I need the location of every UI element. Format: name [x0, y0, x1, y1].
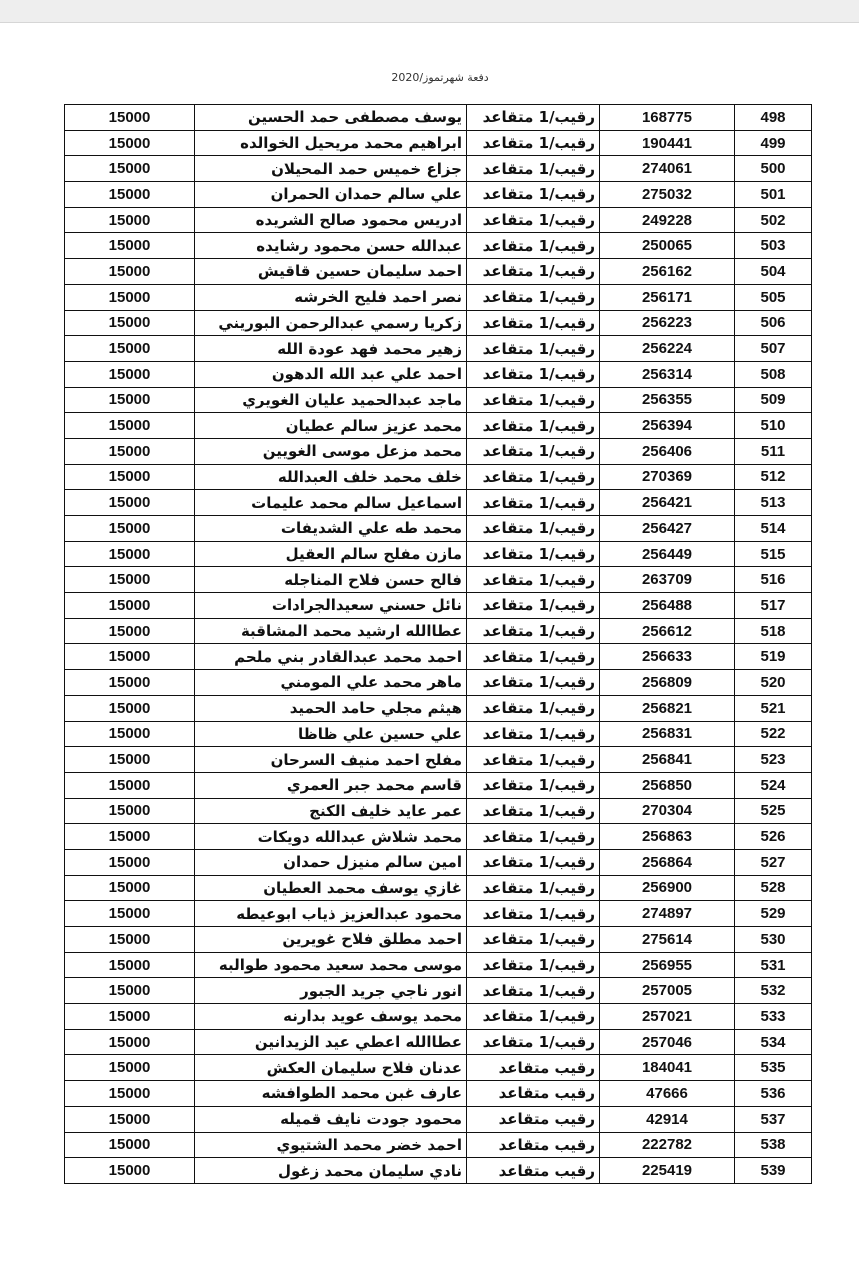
- person-name-cell: احمد مطلق فلاح غويرين: [195, 927, 467, 953]
- amount-cell: 15000: [65, 849, 195, 875]
- sequence-cell: 515: [735, 541, 812, 567]
- person-name-cell: زكريا رسمي عبدالرحمن البوريني: [195, 310, 467, 336]
- sequence-cell: 526: [735, 824, 812, 850]
- military-number-cell: 256406: [600, 438, 735, 464]
- military-number-cell: 256223: [600, 310, 735, 336]
- military-number-cell: 256850: [600, 772, 735, 798]
- person-name-cell: نادي سليمان محمد زغول: [195, 1158, 467, 1184]
- amount-cell: 15000: [65, 593, 195, 619]
- table-row: [65, 618, 812, 644]
- rank-cell: رقيب/1 متقاعد: [467, 464, 600, 490]
- sequence-cell: 498: [735, 105, 812, 131]
- sequence-cell: 502: [735, 207, 812, 233]
- table-row: [65, 1081, 812, 1107]
- military-number-cell: 47666: [600, 1081, 735, 1107]
- person-name-cell: محمد يوسف عويد بدارنه: [195, 1004, 467, 1030]
- amount-cell: 15000: [65, 695, 195, 721]
- sequence-cell: 521: [735, 695, 812, 721]
- person-name-cell: محمود عبدالعزيز ذياب ابوعيطه: [195, 901, 467, 927]
- table-row: [65, 105, 812, 131]
- table-row: [65, 849, 812, 875]
- person-name-cell: جزاع خميس حمد المحيلان: [195, 156, 467, 182]
- amount-cell: 15000: [65, 1132, 195, 1158]
- sequence-cell: 535: [735, 1055, 812, 1081]
- table-row: [65, 1055, 812, 1081]
- amount-cell: 15000: [65, 336, 195, 362]
- person-name-cell: محمد شلاش عبدالله دويكات: [195, 824, 467, 850]
- rank-cell: رقيب/1 متقاعد: [467, 772, 600, 798]
- military-number-cell: 256821: [600, 695, 735, 721]
- sequence-cell: 522: [735, 721, 812, 747]
- rank-cell: رقيب/1 متقاعد: [467, 1004, 600, 1030]
- amount-cell: 15000: [65, 772, 195, 798]
- sequence-cell: 516: [735, 567, 812, 593]
- military-number-cell: 190441: [600, 130, 735, 156]
- military-number-cell: 257021: [600, 1004, 735, 1030]
- table-row: [65, 644, 812, 670]
- military-number-cell: 274061: [600, 156, 735, 182]
- person-name-cell: خلف محمد خلف العبدالله: [195, 464, 467, 490]
- sequence-cell: 520: [735, 670, 812, 696]
- sequence-cell: 508: [735, 361, 812, 387]
- amount-cell: 15000: [65, 284, 195, 310]
- rank-cell: رقيب متقاعد: [467, 1158, 600, 1184]
- rank-cell: رقيب/1 متقاعد: [467, 207, 600, 233]
- rank-cell: رقيب/1 متقاعد: [467, 516, 600, 542]
- rank-cell: رقيب/1 متقاعد: [467, 438, 600, 464]
- amount-cell: 15000: [65, 156, 195, 182]
- amount-cell: 15000: [65, 207, 195, 233]
- sequence-cell: 533: [735, 1004, 812, 1030]
- table-row: [65, 490, 812, 516]
- table-row: [65, 1029, 812, 1055]
- table-row: [65, 772, 812, 798]
- table-row: [65, 978, 812, 1004]
- table-row: [65, 336, 812, 362]
- military-number-cell: 274897: [600, 901, 735, 927]
- military-number-cell: 256224: [600, 336, 735, 362]
- rank-cell: رقيب/1 متقاعد: [467, 849, 600, 875]
- amount-cell: 15000: [65, 901, 195, 927]
- amount-cell: 15000: [65, 978, 195, 1004]
- table-row: [65, 927, 812, 953]
- military-number-cell: 256394: [600, 413, 735, 439]
- military-number-cell: 256449: [600, 541, 735, 567]
- sequence-cell: 513: [735, 490, 812, 516]
- rank-cell: رقيب/1 متقاعد: [467, 644, 600, 670]
- amount-cell: 15000: [65, 361, 195, 387]
- rank-cell: رقيب/1 متقاعد: [467, 798, 600, 824]
- amount-cell: 15000: [65, 952, 195, 978]
- sequence-cell: 519: [735, 644, 812, 670]
- amount-cell: 15000: [65, 490, 195, 516]
- rank-cell: رقيب متقاعد: [467, 1106, 600, 1132]
- person-name-cell: نائل حسني سعيدالجرادات: [195, 593, 467, 619]
- sequence-cell: 532: [735, 978, 812, 1004]
- table-row: [65, 541, 812, 567]
- person-name-cell: عبدالله حسن محمود رشايده: [195, 233, 467, 259]
- military-number-cell: 256421: [600, 490, 735, 516]
- table-row: [65, 1004, 812, 1030]
- rank-cell: رقيب/1 متقاعد: [467, 567, 600, 593]
- sequence-cell: 528: [735, 875, 812, 901]
- person-name-cell: علي سالم حمدان الحمران: [195, 182, 467, 208]
- amount-cell: 15000: [65, 644, 195, 670]
- person-name-cell: ادريس محمود صالح الشريده: [195, 207, 467, 233]
- table-row: [65, 567, 812, 593]
- amount-cell: 15000: [65, 1106, 195, 1132]
- table-row: [65, 695, 812, 721]
- rank-cell: رقيب/1 متقاعد: [467, 361, 600, 387]
- person-name-cell: موسى محمد سعيد محمود طوالبه: [195, 952, 467, 978]
- military-number-cell: 256488: [600, 593, 735, 619]
- table-row: [65, 875, 812, 901]
- rank-cell: رقيب/1 متقاعد: [467, 490, 600, 516]
- person-name-cell: محمد عزيز سالم عطيان: [195, 413, 467, 439]
- person-name-cell: ابراهيم محمد مريحيل الخوالده: [195, 130, 467, 156]
- amount-cell: 15000: [65, 567, 195, 593]
- amount-cell: 15000: [65, 1158, 195, 1184]
- amount-cell: 15000: [65, 464, 195, 490]
- rank-cell: رقيب/1 متقاعد: [467, 541, 600, 567]
- table-row: [65, 747, 812, 773]
- table-row: [65, 670, 812, 696]
- sequence-cell: 514: [735, 516, 812, 542]
- sequence-cell: 501: [735, 182, 812, 208]
- military-number-cell: 270304: [600, 798, 735, 824]
- rank-cell: رقيب/1 متقاعد: [467, 593, 600, 619]
- table-row: [65, 233, 812, 259]
- sequence-cell: 506: [735, 310, 812, 336]
- amount-cell: 15000: [65, 233, 195, 259]
- military-number-cell: 256612: [600, 618, 735, 644]
- table-row: [65, 593, 812, 619]
- rank-cell: رقيب/1 متقاعد: [467, 695, 600, 721]
- amount-cell: 15000: [65, 130, 195, 156]
- person-name-cell: يوسف مصطفى حمد الحسين: [195, 105, 467, 131]
- table-row: [65, 259, 812, 285]
- table-row: [65, 387, 812, 413]
- table-row: [65, 438, 812, 464]
- amount-cell: 15000: [65, 182, 195, 208]
- sequence-cell: 505: [735, 284, 812, 310]
- person-name-cell: مفلح احمد منيف السرحان: [195, 747, 467, 773]
- person-name-cell: غازي يوسف محمد العطيان: [195, 875, 467, 901]
- person-name-cell: احمد محمد عبدالقادر بني ملحم: [195, 644, 467, 670]
- amount-cell: 15000: [65, 387, 195, 413]
- rank-cell: رقيب/1 متقاعد: [467, 875, 600, 901]
- amount-cell: 15000: [65, 824, 195, 850]
- sequence-cell: 509: [735, 387, 812, 413]
- person-name-cell: قاسم محمد جبر العمري: [195, 772, 467, 798]
- table-row: [65, 824, 812, 850]
- rank-cell: رقيب/1 متقاعد: [467, 105, 600, 131]
- person-name-cell: زهير محمد فهد عودة الله: [195, 336, 467, 362]
- military-number-cell: 256900: [600, 875, 735, 901]
- person-name-cell: محمود جودت نايف قميله: [195, 1106, 467, 1132]
- person-name-cell: عطاالله ارشيد محمد المشاقبة: [195, 618, 467, 644]
- sequence-cell: 507: [735, 336, 812, 362]
- military-number-cell: 256863: [600, 824, 735, 850]
- military-number-cell: 256809: [600, 670, 735, 696]
- top-toolbar-strip: [0, 0, 859, 23]
- amount-cell: 15000: [65, 413, 195, 439]
- person-name-cell: اسماعيل سالم محمد عليمات: [195, 490, 467, 516]
- amount-cell: 15000: [65, 927, 195, 953]
- sequence-cell: 524: [735, 772, 812, 798]
- military-number-cell: 256831: [600, 721, 735, 747]
- person-name-cell: ماهر محمد علي المومني: [195, 670, 467, 696]
- sequence-cell: 523: [735, 747, 812, 773]
- military-number-cell: 222782: [600, 1132, 735, 1158]
- sequence-cell: 534: [735, 1029, 812, 1055]
- table-row: [65, 1132, 812, 1158]
- rank-cell: رقيب متقاعد: [467, 1055, 600, 1081]
- table-row: [65, 798, 812, 824]
- table-row: [65, 413, 812, 439]
- table-row: [65, 156, 812, 182]
- amount-cell: 15000: [65, 541, 195, 567]
- table-row: [65, 952, 812, 978]
- amount-cell: 15000: [65, 721, 195, 747]
- table-row: [65, 901, 812, 927]
- table-row: [65, 182, 812, 208]
- table-row: [65, 721, 812, 747]
- military-number-cell: 270369: [600, 464, 735, 490]
- amount-cell: 15000: [65, 1055, 195, 1081]
- rank-cell: رقيب/1 متقاعد: [467, 927, 600, 953]
- rank-cell: رقيب/1 متقاعد: [467, 284, 600, 310]
- person-name-cell: محمد مزعل موسى الغويين: [195, 438, 467, 464]
- person-name-cell: نصر احمد فليح الخرشه: [195, 284, 467, 310]
- person-name-cell: فالح حسن فلاح المناجله: [195, 567, 467, 593]
- rank-cell: رقيب/1 متقاعد: [467, 130, 600, 156]
- amount-cell: 15000: [65, 798, 195, 824]
- amount-cell: 15000: [65, 310, 195, 336]
- sequence-cell: 512: [735, 464, 812, 490]
- sequence-cell: 538: [735, 1132, 812, 1158]
- sequence-cell: 510: [735, 413, 812, 439]
- person-name-cell: انور ناجي جريد الجبور: [195, 978, 467, 1004]
- military-number-cell: 256864: [600, 849, 735, 875]
- sequence-cell: 511: [735, 438, 812, 464]
- rank-cell: رقيب/1 متقاعد: [467, 413, 600, 439]
- amount-cell: 15000: [65, 618, 195, 644]
- person-name-cell: مازن مفلح سالم العقيل: [195, 541, 467, 567]
- amount-cell: 15000: [65, 747, 195, 773]
- table-row: [65, 207, 812, 233]
- military-number-cell: 256171: [600, 284, 735, 310]
- sequence-cell: 529: [735, 901, 812, 927]
- payment-roster-table: [64, 104, 812, 1184]
- sequence-cell: 530: [735, 927, 812, 953]
- amount-cell: 15000: [65, 105, 195, 131]
- table-row: [65, 1158, 812, 1184]
- table-row: [65, 516, 812, 542]
- rank-cell: رقيب متقاعد: [467, 1132, 600, 1158]
- person-name-cell: احمد علي عبد الله الدهون: [195, 361, 467, 387]
- table-row: [65, 284, 812, 310]
- rank-cell: رقيب/1 متقاعد: [467, 259, 600, 285]
- amount-cell: 15000: [65, 1004, 195, 1030]
- roster-body: [65, 105, 812, 1184]
- person-name-cell: محمد طه علي الشديفات: [195, 516, 467, 542]
- rank-cell: رقيب/1 متقاعد: [467, 952, 600, 978]
- military-number-cell: 250065: [600, 233, 735, 259]
- sequence-cell: 500: [735, 156, 812, 182]
- rank-cell: رقيب/1 متقاعد: [467, 670, 600, 696]
- sequence-cell: 536: [735, 1081, 812, 1107]
- military-number-cell: 256841: [600, 747, 735, 773]
- sequence-cell: 527: [735, 849, 812, 875]
- rank-cell: رقيب متقاعد: [467, 1081, 600, 1107]
- rank-cell: رقيب/1 متقاعد: [467, 978, 600, 1004]
- military-number-cell: 256355: [600, 387, 735, 413]
- rank-cell: رقيب/1 متقاعد: [467, 721, 600, 747]
- amount-cell: 15000: [65, 259, 195, 285]
- military-number-cell: 257046: [600, 1029, 735, 1055]
- table-row: [65, 464, 812, 490]
- military-number-cell: 275614: [600, 927, 735, 953]
- person-name-cell: احمد خضر محمد الشتيوي: [195, 1132, 467, 1158]
- rank-cell: رقيب/1 متقاعد: [467, 182, 600, 208]
- military-number-cell: 42914: [600, 1106, 735, 1132]
- rank-cell: رقيب/1 متقاعد: [467, 156, 600, 182]
- rank-cell: رقيب/1 متقاعد: [467, 747, 600, 773]
- amount-cell: 15000: [65, 670, 195, 696]
- person-name-cell: ماجد عبدالحميد عليان الغويري: [195, 387, 467, 413]
- rank-cell: رقيب/1 متقاعد: [467, 1029, 600, 1055]
- military-number-cell: 256314: [600, 361, 735, 387]
- document-caption: دفعة شهرتموز/2020: [391, 71, 489, 84]
- rank-cell: رقيب/1 متقاعد: [467, 618, 600, 644]
- amount-cell: 15000: [65, 438, 195, 464]
- military-number-cell: 225419: [600, 1158, 735, 1184]
- person-name-cell: امين سالم منيزل حمدان: [195, 849, 467, 875]
- sequence-cell: 518: [735, 618, 812, 644]
- rank-cell: رقيب/1 متقاعد: [467, 824, 600, 850]
- military-number-cell: 257005: [600, 978, 735, 1004]
- military-number-cell: 256162: [600, 259, 735, 285]
- sequence-cell: 499: [735, 130, 812, 156]
- sequence-cell: 504: [735, 259, 812, 285]
- table-row: [65, 130, 812, 156]
- person-name-cell: هيثم مجلي حامد الحميد: [195, 695, 467, 721]
- person-name-cell: عمر عايد خليف الكنج: [195, 798, 467, 824]
- person-name-cell: عدنان فلاح سليمان العكش: [195, 1055, 467, 1081]
- person-name-cell: عطاالله اعطي عيد الزيدانين: [195, 1029, 467, 1055]
- amount-cell: 15000: [65, 1029, 195, 1055]
- rank-cell: رقيب/1 متقاعد: [467, 233, 600, 259]
- military-number-cell: 168775: [600, 105, 735, 131]
- table-row: [65, 310, 812, 336]
- amount-cell: 15000: [65, 875, 195, 901]
- table-row: [65, 361, 812, 387]
- rank-cell: رقيب/1 متقاعد: [467, 336, 600, 362]
- sequence-cell: 539: [735, 1158, 812, 1184]
- person-name-cell: احمد سليمان حسين قاقيش: [195, 259, 467, 285]
- military-number-cell: 249228: [600, 207, 735, 233]
- military-number-cell: 256633: [600, 644, 735, 670]
- table-row: [65, 1106, 812, 1132]
- military-number-cell: 256427: [600, 516, 735, 542]
- military-number-cell: 256955: [600, 952, 735, 978]
- person-name-cell: عارف غبن محمد الطوافشه: [195, 1081, 467, 1107]
- rank-cell: رقيب/1 متقاعد: [467, 901, 600, 927]
- rank-cell: رقيب/1 متقاعد: [467, 387, 600, 413]
- sequence-cell: 531: [735, 952, 812, 978]
- sequence-cell: 537: [735, 1106, 812, 1132]
- military-number-cell: 275032: [600, 182, 735, 208]
- amount-cell: 15000: [65, 1081, 195, 1107]
- military-number-cell: 184041: [600, 1055, 735, 1081]
- military-number-cell: 263709: [600, 567, 735, 593]
- sequence-cell: 517: [735, 593, 812, 619]
- sequence-cell: 503: [735, 233, 812, 259]
- amount-cell: 15000: [65, 516, 195, 542]
- sequence-cell: 525: [735, 798, 812, 824]
- person-name-cell: علي حسين علي ظاظا: [195, 721, 467, 747]
- rank-cell: رقيب/1 متقاعد: [467, 310, 600, 336]
